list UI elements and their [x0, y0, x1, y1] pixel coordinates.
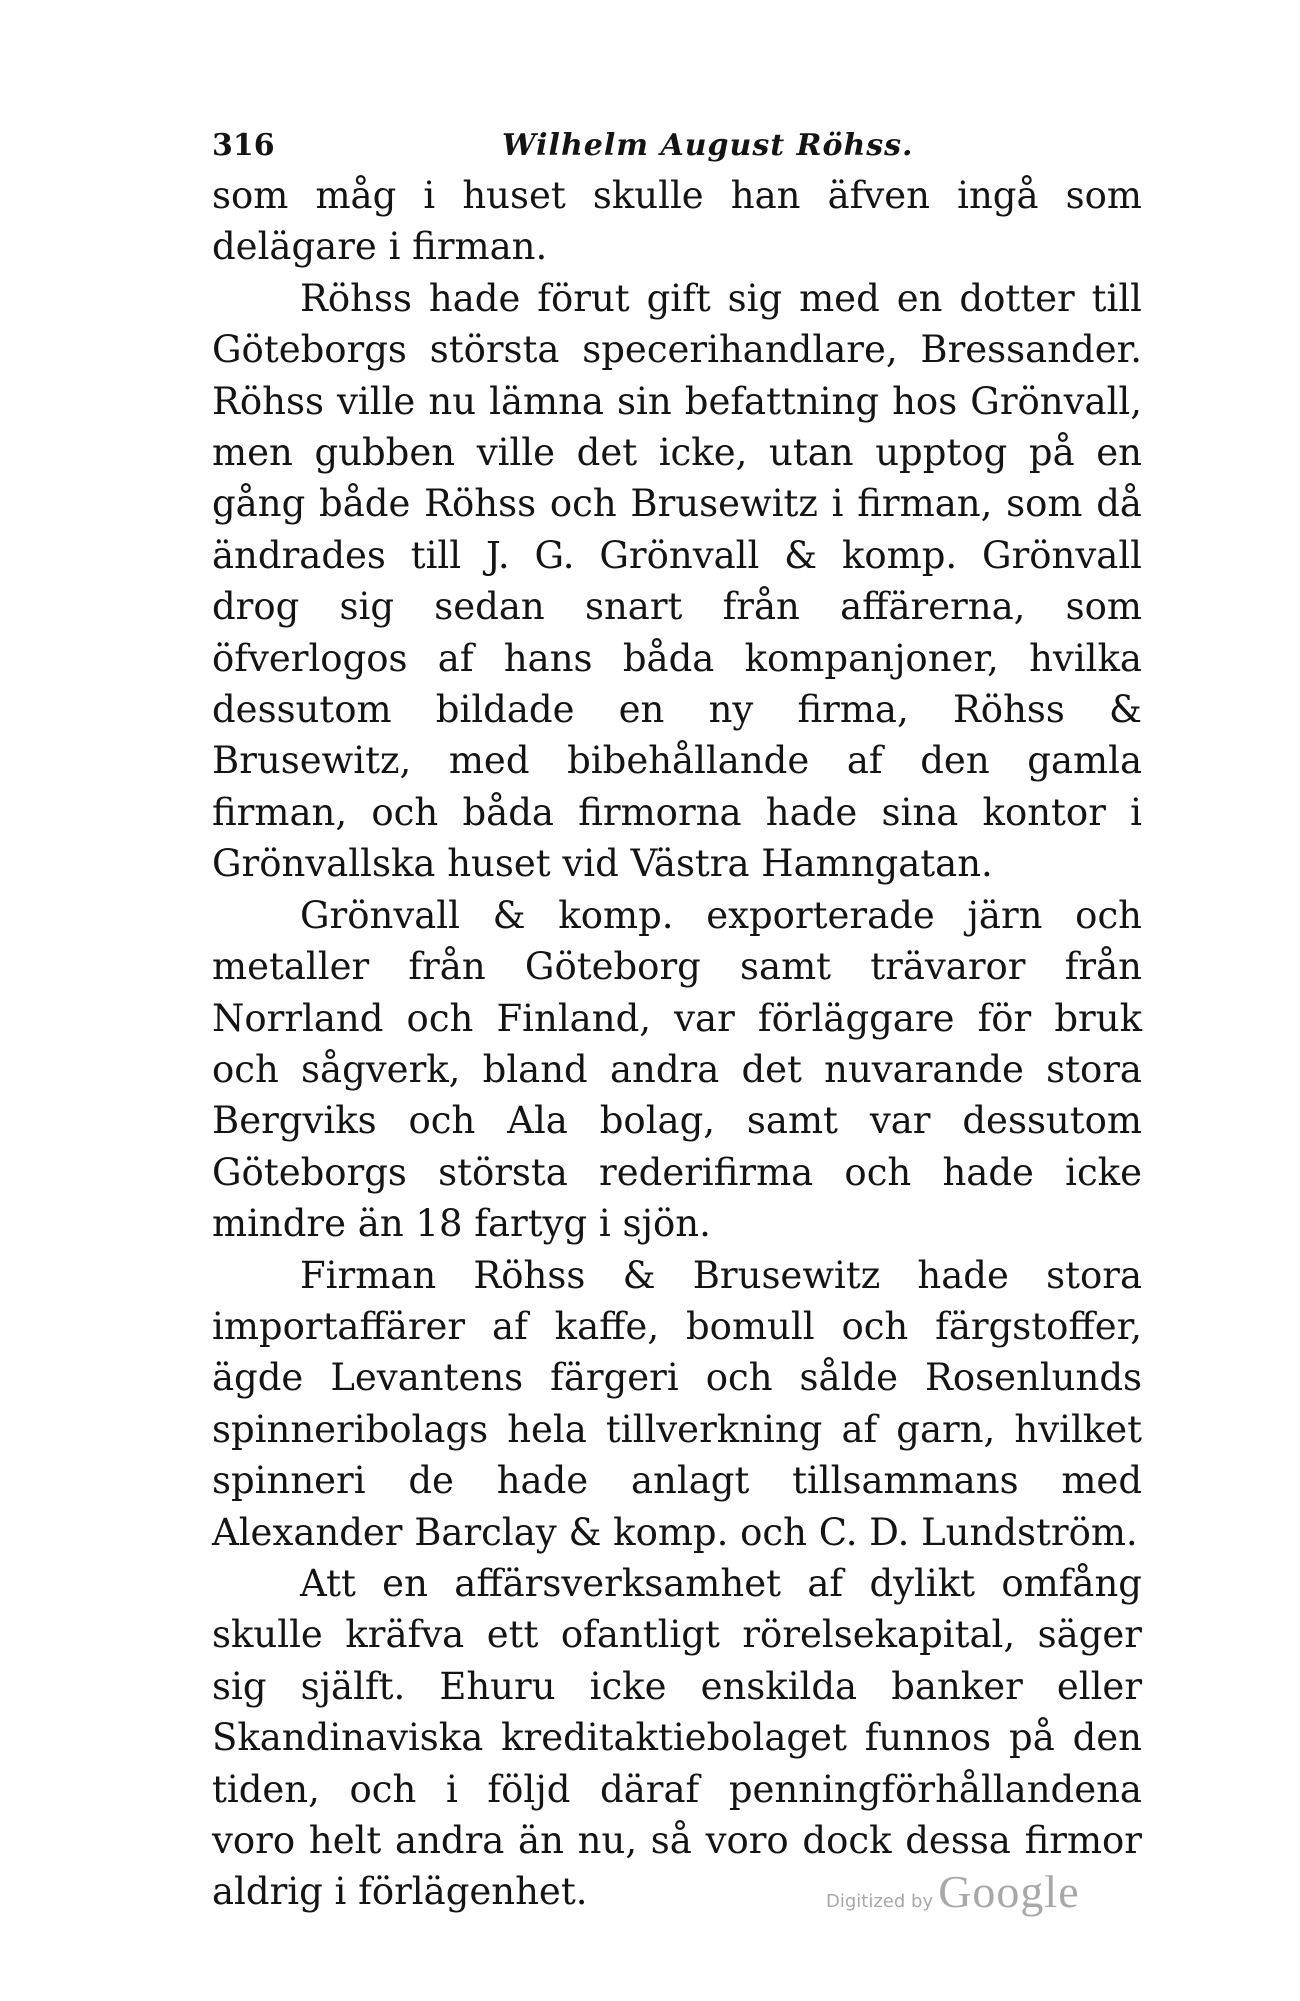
- paragraph: Firman Röhss & Brusewitz hade stora importaffärer af kaffe, bomull och färgstoffer, ägde Levantens färgeri och sålde Rosenlunds spinneribolags hela tillverkning af garn, hvilket spinneri de hade anlagt tillsammans med Alexander Barclay & komp. och C. D. Lundström.: [212, 1253, 1142, 1554]
- page-number: 316: [212, 128, 275, 163]
- paragraph: Röhss hade förut gift sig med en dotter till Göteborgs största specerihandlare, Bressander. Röhss ville nu lämna sin befattning hos Grönvall, men gubben ville det icke, utan upptog på en gång både Röhss och Brusewitz i firman, som då ändrades till J. G. Grönvall & komp. Grönvall drog sig sedan snart från affärerna, som öfverlogos af hans båda kompanjoner, hvilka dessutom bildade en ny firma, Röhss & Brusewitz, med bibehållande af den gamla firman, och båda firmorna hade sina kontor i Grönvallska huset vid Västra Hamngatan.: [212, 276, 1142, 886]
- running-head: [212, 128, 1142, 168]
- body-text: [212, 170, 1142, 1918]
- paragraph: Att en affärsverksamhet af dylikt omfång skulle kräfva ett ofantligt rörelsekapital, säger sig själft. Ehuru icke enskilda banker eller Skandinaviska kreditaktiebolaget funnos på den tiden, och i följd däraf penningförhållandena voro helt andra än nu, så voro dock dessa firmor aldrig i förlägenhet.: [212, 1561, 1142, 1914]
- running-title: Wilhelm August Röhss.: [502, 128, 914, 163]
- google-logo: Google: [938, 1866, 1080, 1917]
- watermark-prefix: Digitized by: [826, 1891, 934, 1912]
- paragraph-continuation: som måg i huset skulle han äfven ingå som delägare i firman.: [212, 174, 1142, 269]
- paragraph: Grönvall & komp. exporterade järn och metaller från Göteborg samt trävaror från Norrland och Finland, var förläggare för bruk och sågverk, bland andra det nuvarande stora Bergviks och Ala bolag, samt var dessutom Göteborgs största rederifirma och hade icke mindre än 18 fartyg i sjön.: [212, 893, 1142, 1246]
- digitized-by-google-watermark: [826, 1865, 1080, 1925]
